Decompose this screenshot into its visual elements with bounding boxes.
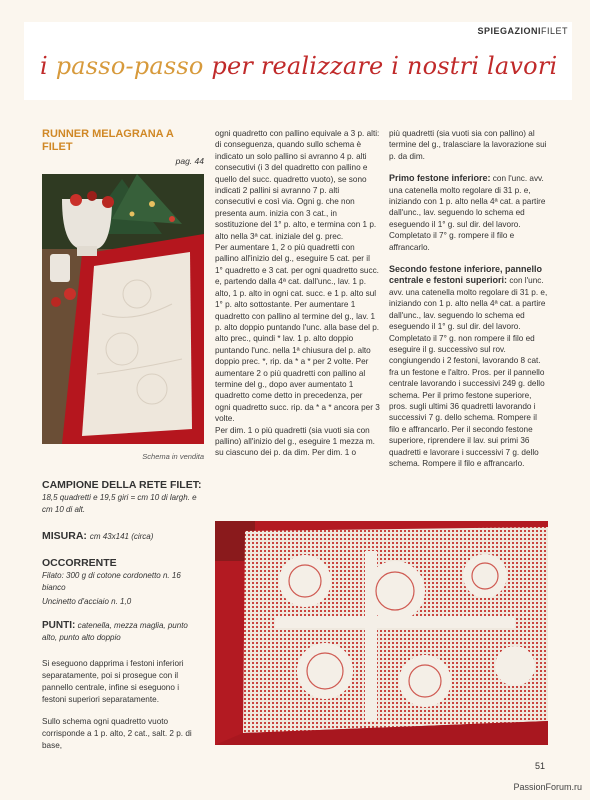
stitches-value: catenella, mezza maglia, punto alto, punto alto doppio xyxy=(42,621,188,642)
runner-photo xyxy=(42,174,204,444)
materials-heading: OCCORRENTE xyxy=(42,557,117,569)
size-label: MISURA: xyxy=(42,530,87,542)
second-festoon-section xyxy=(389,264,549,469)
second-festoon-text: con l'unc. avv. una catenella molto regolare di 31 p. e, iniziando con 1 p. alto nella 4ª cat. a partire dall'unc., lav. seguendo lo schema ed eseguendo il 1° g. sul dir. del lavoro. Completato il 7° g. non rompere il filo ed eseguire il g. successivo sul rov. congiungendo i 2 festoni, lavorando 8 cat. fra un festone e l'altro. Pros. per il pannello centrale lavorando i successivi 249 g. dello schema. Per il primo festone superiore, pros. sugli ultimi 36 quadretti lavorando i successivi 7 g. dello schema. Rompere il filo e affrancarlo. Per il secondo festone superiore, riprendere il lav. sui primi 36 quadretti e lavorare i successivi 7 g. dello schema. Rompere il filo e affrancarlo. xyxy=(389,276,548,468)
filet-detail-photo xyxy=(215,521,548,745)
column-right xyxy=(389,128,549,469)
column-left xyxy=(42,128,204,752)
first-festoon-text: con l'unc. avv. una catenella molto regolare di 31 p. e, iniziando con 1 p. alto nella 4ª cat. a partire dall'unc., lav. seguendo lo schema ed eseguendo il 1° g. sul dir. del lavoro. Completato il 7° g. rompere il filo e affrancarlo. xyxy=(389,174,546,252)
first-festoon-section xyxy=(389,173,549,253)
sample-heading: CAMPIONE DELLA RETE FILET: xyxy=(42,479,202,491)
materials-line-yarn: Filato: 300 g di cotone cordonetto n. 16 bianco xyxy=(42,571,181,592)
column-middle xyxy=(215,128,380,459)
paragraph: Per aumentare 1, 2 o più quadretti con pallino all'inizio del g., eseguire 5 cat. per il 1° quadretto e 3 cat. per ogni quadretto succ. e, partendo dalla 4ª cat. dall'unc., lav. 1 p. alto, 1 p. alto in ogni cat. succ. e 1 p. alto sul 1° p. alto sottostante. Per aumentare 1 quadretto con pallino al termine del g., lav. 1 p. alto doppio puntando l'unc. alla base del p. alto prec., quindi * lav. 1 p. alto doppio puntando l'unc. nella 1ª chiusura del p. alto doppio prec. *, rip. da * a * per 2 volte. Per aumentare 2 o più quadretti con pallino al termine del g., dopo aver aumentato 1 quadretto come detto in precedenza, per ogni quadretto succ. rip. da * a * ancora per 3 volte. xyxy=(215,243,380,424)
second-festoon-heading: Secondo festone inferiore, pannello centrale e festoni superiori: xyxy=(389,264,543,286)
stitches-label: PUNTI: xyxy=(42,620,76,631)
stitches-block xyxy=(42,620,204,644)
paragraph: ogni quadretto con pallino equivale a 3 p. alti: di conseguenza, quando sullo schema è indicato un solo pallino si avranno 4 p. alti consecutivi (i 3 del quadretto con pallino e quello del succ. quadretto vuoto), se sono indicati 2 pallini si avranno 7 p. alti consecutivi e così via. Ogni g. che non presenta aum. inizia con 3 cat., in sostituzione del 1° p. alto, e termina con 1 p. alto nella 3ª cat. iniziale del g. prec. xyxy=(215,129,380,241)
page-reference: pag. 44 xyxy=(175,156,204,166)
schema-paragraph: Sullo schema ogni quadretto vuoto corrisponde a 1 p. alto, 2 cat., salt. 2 p. di base, xyxy=(42,717,192,750)
runner-photo-illustration xyxy=(42,174,204,444)
filet-detail-illustration xyxy=(215,521,548,745)
intro-paragraph: Si eseguono dapprima i festoni inferiori separatamente, poi si prosegue con il pannello centrale, infine si eseguono i festoni superiori separatamente. xyxy=(42,659,184,704)
paragraph: più quadretti (sia vuoti sia con pallino) al termine del g., tralasciare la lavorazione sui p. da dim. xyxy=(389,129,547,161)
section-tag: SPIEGAZIONIFILET xyxy=(477,26,568,36)
first-festoon-heading: Primo festone inferiore: xyxy=(389,173,491,184)
size-block xyxy=(42,530,204,543)
sample-text: 18,5 quadretti e 19,5 giri = cm 10 di largh. e cm 10 di alt. xyxy=(42,493,197,514)
watermark: PassionForum.ru xyxy=(513,782,582,792)
size-value: cm 43x141 (circa) xyxy=(89,532,154,541)
photo-caption: Schema in vendita xyxy=(142,452,204,461)
page-number: 51 xyxy=(534,761,545,771)
paragraph: Per dim. 1 o più quadretti (sia vuoti sia con pallino) all'inizio del g., eseguire 1 mezza m. su ciascuno dei p. da dim. Per dim. 1 o xyxy=(215,425,375,458)
page-title: i passo-passo per realizzare i nostri lavori xyxy=(40,52,558,80)
pattern-title: RUNNER MELAGRANA A FILET xyxy=(42,128,174,153)
materials-line-hook: Uncinetto d'acciaio n. 1,0 xyxy=(42,597,132,606)
